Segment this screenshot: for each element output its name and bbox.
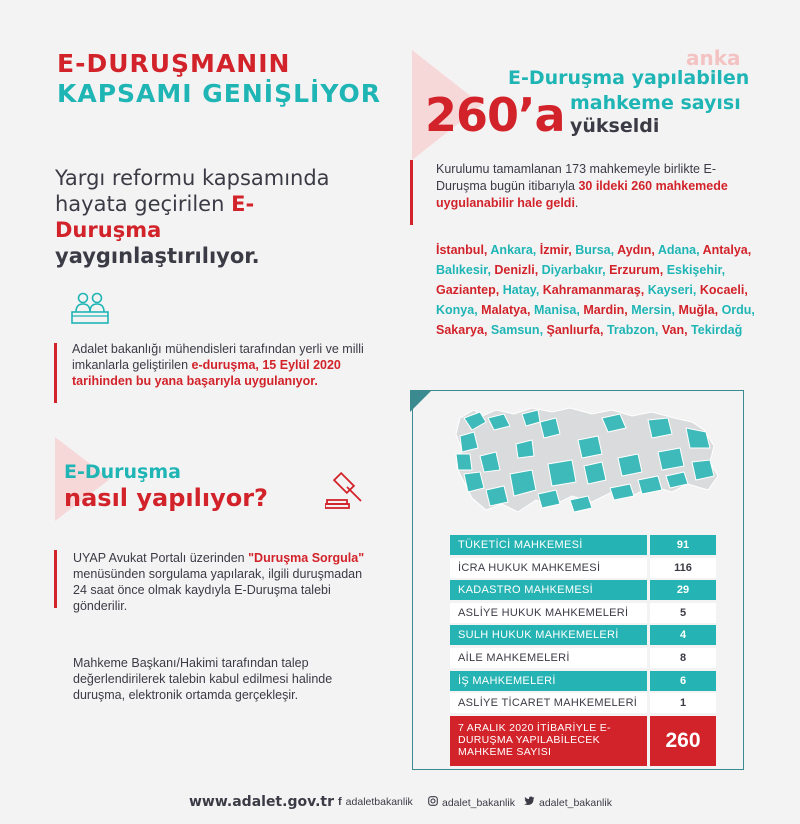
status-text1: Kurulumu tamamlanan 173 mahkemeyle birlikte E-Duruşma bugün itibarıyla: [436, 162, 716, 193]
city-item: Kayseri: [647, 283, 693, 297]
accent-bar: [410, 160, 413, 225]
headline-line1: E-Duruşma yapılabilen: [508, 67, 750, 89]
instagram-icon: [428, 796, 438, 809]
table-row: [450, 580, 716, 600]
city-item: İstanbul: [436, 243, 484, 257]
facebook-label: adaletbakanlik: [345, 796, 413, 808]
court-table: [450, 535, 716, 766]
city-item: Gaziantep: [436, 283, 496, 297]
lead-highlight: E-Duruşma: [55, 192, 255, 242]
court-type-label: SULH HUKUK MAHKEMELERİ: [450, 625, 647, 645]
city-item: Mardin: [583, 303, 625, 317]
city-item: Manisa: [533, 303, 577, 317]
city-item: Tekirdağ: [691, 323, 743, 337]
city-item: Van: [661, 323, 685, 337]
lead-part3: yaygınlaştırılıyor.: [55, 244, 260, 268]
section-subtitle1: E-Duruşma: [64, 461, 181, 483]
city-item: Sakarya: [436, 323, 484, 337]
judges-icon: [70, 290, 110, 331]
lead-part1: Yargı reformu kapsamında hayata geçirilen: [55, 166, 330, 216]
table-row: [450, 625, 716, 645]
city-item: Kocaeli: [699, 283, 745, 297]
city-item: Mersin: [631, 303, 672, 317]
intro-paragraph: [72, 341, 372, 389]
city-item: Erzurum: [609, 263, 660, 277]
status-paragraph: [436, 161, 736, 212]
twitter-handle[interactable]: [524, 796, 612, 809]
status-text2: .: [574, 196, 579, 210]
accent-bar: [54, 343, 57, 403]
table-row: [450, 671, 716, 691]
section-subtitle2: nasıl yapılıyor?: [64, 484, 268, 512]
city-item: Aydın: [617, 243, 652, 257]
city-item: Bursa: [575, 243, 611, 257]
city-list: İstanbul, Ankara, İzmir, Bursa, Aydın, Adana, Antalya, Balıkesir, Denizli, Diyarbakır, Erzurum, Eskişehir, Gaziantep, Hatay, Kahramanmaraş, Kayseri, Kocaeli, Konya, Malatya, Manisa, Mardin, Mersin, Muğla, Ordu, Sakarya, Samsun, Şanlıurfa, Trabzon, Van, Tekirdağ: [436, 243, 755, 337]
court-type-label: ASLİYE HUKUK MAHKEMELERİ: [450, 603, 647, 623]
court-table-total: [450, 716, 716, 766]
court-type-label: KADASTRO MAHKEMESİ: [450, 580, 647, 600]
approval-paragraph: Mahkeme Başkanı/Hakimi tarafından talep değerlendirilerek talebin kabul edilmesi halinde duruşma, elektronik ortamda gerçekleşir.: [73, 656, 333, 702]
city-item: Ordu: [721, 303, 752, 317]
total-label: 7 ARALIK 2020 İTİBARİYLE E-DURUŞMA YAPILABİLECEK MAHKEME SAYISI: [450, 716, 647, 766]
court-type-label: ASLİYE TİCARET MAHKEMELERİ: [450, 693, 647, 713]
intro-highlight: e-duruşma, 15 Eylül 2020 tarihinden bu yana başarıyla uygulanıyor.: [72, 358, 341, 388]
table-row: [450, 603, 716, 623]
city-item: Malatya: [481, 303, 528, 317]
table-row: [450, 648, 716, 668]
headline-line3: yükseldi: [570, 115, 660, 137]
city-item: Trabzon: [606, 323, 655, 337]
headline-big-number: 260’a: [425, 88, 565, 142]
city-item: Balıkesir: [436, 263, 488, 277]
city-item: Ankara: [490, 243, 533, 257]
city-item: Diyarbakır: [541, 263, 603, 277]
city-item: Adana: [657, 243, 697, 257]
city-item: Şanlıurfa: [546, 323, 601, 337]
instagram-handle[interactable]: [428, 796, 515, 809]
court-count-value: 1: [650, 693, 716, 713]
city-item: Hatay: [502, 283, 536, 297]
court-count-value: 6: [650, 671, 716, 691]
how-paragraph: [73, 550, 378, 614]
court-count-value: 4: [650, 625, 716, 645]
city-item: İzmir: [539, 243, 569, 257]
how-highlight: "Duruşma Sorgula": [248, 551, 365, 565]
city-item: Eskişehir: [666, 263, 722, 277]
twitter-label: adalet_bakanlik: [539, 796, 612, 809]
headline-line2: mahkeme sayısı: [570, 92, 741, 114]
court-type-label: İŞ MAHKEMELERİ: [450, 671, 647, 691]
status-highlight: 30 ildeki 260 mahkemede uygulanabilir hale geldi: [436, 179, 728, 210]
city-item: Kahramanmaraş: [542, 283, 641, 297]
how-text1: UYAP Avukat Portalı üzerinden: [73, 551, 249, 565]
facebook-handle[interactable]: [338, 796, 413, 808]
court-type-label: AİLE MAHKEMELERİ: [450, 648, 647, 668]
court-count-value: 5: [650, 603, 716, 623]
total-value: 260: [650, 716, 716, 766]
table-row: [450, 558, 716, 578]
court-table-rows: [450, 535, 716, 713]
court-count-value: 8: [650, 648, 716, 668]
city-item: Antalya: [702, 243, 748, 257]
instagram-label: adalet_bakanlik: [442, 796, 515, 809]
city-item: Samsun: [490, 323, 540, 337]
court-count-value: 91: [650, 535, 716, 555]
twitter-icon: [524, 796, 535, 809]
court-count-value: 116: [650, 558, 716, 578]
intro-text: Adalet bakanlığı mühendisleri tarafından yerli ve milli imkanlarla geliştirilen: [72, 342, 364, 372]
city-item: Denizli: [494, 263, 535, 277]
title-line2: KAPSAMI GENİŞLİYOR: [57, 79, 382, 108]
court-count-value: 29: [650, 580, 716, 600]
turkey-map: [452, 404, 722, 529]
table-row: [450, 535, 716, 555]
city-item: Konya: [436, 303, 475, 317]
anka-watermark: anka: [686, 46, 741, 70]
court-type-label: İCRA HUKUK MAHKEMESİ: [450, 558, 647, 578]
frame-corner: [410, 390, 432, 412]
accent-bar: [54, 550, 57, 608]
city-item: Muğla: [678, 303, 715, 317]
court-type-label: TÜKETİCİ MAHKEMESİ: [450, 535, 647, 555]
website-link[interactable]: www.adalet.gov.tr: [189, 794, 334, 810]
title-line1: E-DURUŞMANIN: [57, 49, 291, 78]
table-row: [450, 693, 716, 713]
facebook-icon: f: [338, 796, 342, 808]
lead-text: [55, 165, 345, 269]
gavel-icon: [325, 470, 369, 517]
how-text2: menüsünden sorgulama yapılarak, ilgili duruşmadan 24 saat önce olmak kaydıyla E-Duruşma talebi gönderilir.: [73, 567, 363, 613]
